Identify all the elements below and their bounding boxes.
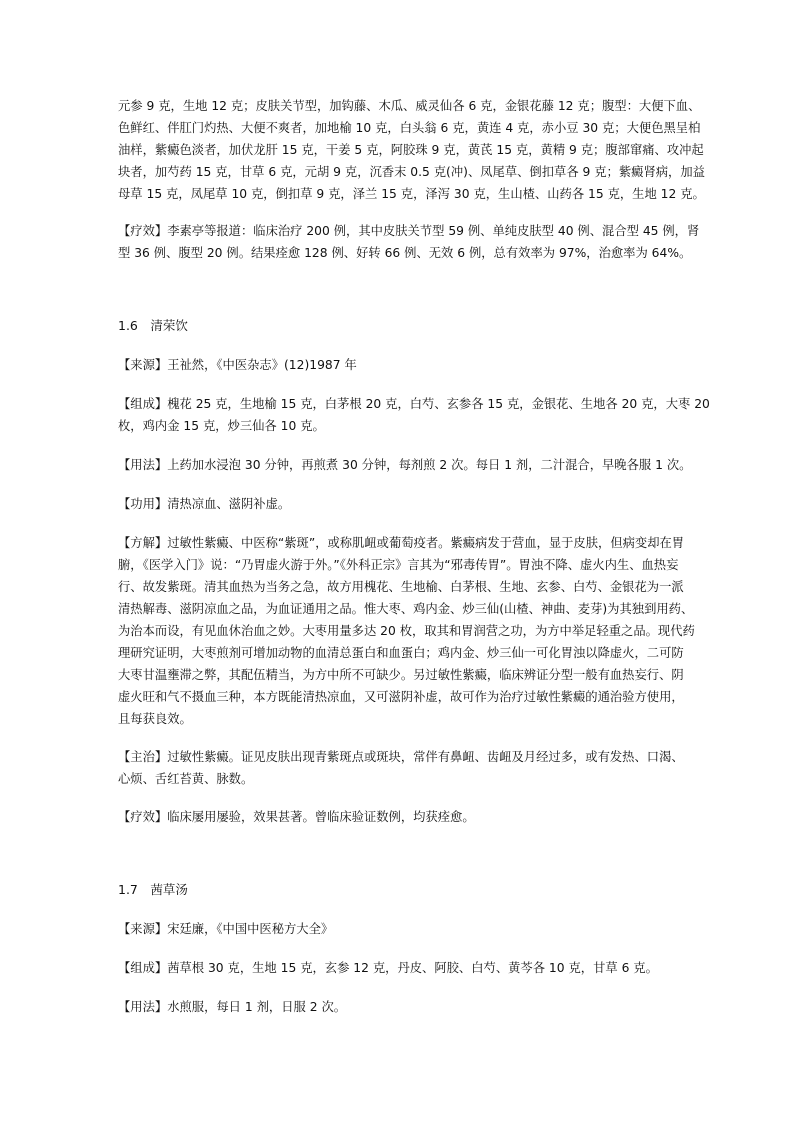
text-line: 块者，加芍药 15 克，甘草 6 克，元胡 9 克，沉香末 0.5 克(冲)、凤尾草、倒扣草各 9 克；紫癜肾病，加益 [118,165,705,179]
source-1-7 [118,918,676,940]
text-line: 行、故发紫斑。清其血热为当务之急，故方用槐花、生地榆、白茅根、生地、玄参、白芍、金银花为一派 [118,580,684,594]
text-line: 且每获良效。 [118,712,192,726]
text-line: 【组成】槐花 25 克，生地榆 15 克，白茅根 20 克，白芍、玄参各 15 克，金银花、生地各 20 克，大枣 20 [118,397,710,411]
text-line: 母草 15 克，凤尾草 10 克，倒扣草 9 克，泽兰 15 克，泽泻 30 克，生山楂、山药各 15 克，生地 12 克。 [118,187,705,201]
usage-1-6 [118,454,692,476]
function-1-6 [118,493,676,515]
heading-text: 1.7 茜草汤 [118,882,188,897]
source-1-6 [118,354,676,376]
text-line: 理研究证明，大枣煎剂可增加动物的血清总蛋白和血蛋白；鸡内金、炒三仙一可化胃浊以降虚火，二可防 [118,646,684,660]
section-heading-1-6 [118,315,676,337]
text-line: 【功用】清热凉血、滋阴补虚。 [118,497,291,511]
usage-1-7 [118,996,676,1018]
section-heading-1-7 [118,879,676,901]
text-line: 油样，紫癜色淡者，加伏龙肝 15 克，干姜 5 克，阿胶珠 9 克，黄芪 15 克，黄精 9 克；腹部窜痛、攻冲起 [118,143,704,157]
prev-section-efficacy [118,220,700,264]
text-line: 色鲜红、伴肛门灼热、大便不爽者，加地榆 10 克，白头翁 6 克，黄连 4 克，赤小豆 30 克；大便色黑呈柏 [118,121,701,135]
text-line: 【来源】宋廷廉，《中国中医秘方大全》 [118,922,334,936]
prev-section-body [118,95,705,205]
text-line: 清热解毒、滋阴凉血之品，为血证通用之品。惟大枣、鸡内金、炒三仙(山楂、神曲、麦芽)为其独到用药、 [118,602,694,616]
efficacy-1-6 [118,806,676,828]
composition-1-7 [118,957,676,979]
text-line: 元参 9 克，生地 12 克；皮肤关节型，加钩藤、木瓜、威灵仙各 6 克，金银花藤 12 克；腹型：大便下血、 [118,99,701,113]
text-line: 心烦、舌红苔黄、脉数。 [118,772,254,786]
text-line: 【组成】茜草根 30 克，生地 15 克，玄参 12 克，丹皮、阿胶、白芍、黄芩各 10 克，甘草 6 克。 [118,961,658,975]
text-line: 【主治】过敏性紫癜。证见皮肤出现青紫斑点或斑块，常伴有鼻衄、齿衄及月经过多，或有发热、口渴、 [118,750,684,764]
text-line: 【方解】过敏性紫癜、中医称“紫斑”，或称肌衄或葡萄疫者。紫癜病发于营血，显于皮肤，但病变却在胃 [118,536,685,550]
composition-1-6 [118,393,710,437]
text-line: 枚，鸡内金 15 克，炒三仙各 10 克。 [118,419,325,433]
text-line: 为治本而设，有见血休治血之妙。大枣用量多达 20 枚，取其和胃润营之功，为方中举足轻重之品。现代药 [118,624,695,638]
text-line: 【用法】水煎服，每日 1 剂，日服 2 次。 [118,1000,347,1014]
text-line: 大枣甘温壅滞之弊，其配伍精当，为方中所不可缺少。另过敏性紫癜，临床辨证分型一般有血热妄行、阴 [118,668,684,682]
explanation-1-6 [118,532,695,730]
text-line: 【用法】上药加水浸泡 30 分钟，再煎煮 30 分钟，每剂煎 2 次。每日 1 剂，二汁混合，早晚各服 1 次。 [118,458,692,472]
text-line: 型 36 例、腹型 20 例。结果痊愈 128 例、好转 66 例、无效 6 例，总有效率为 97%，治愈率为 64%。 [118,246,692,260]
heading-text: 1.6 清荣饮 [118,318,188,333]
text-line: 【疗效】临床屡用屡验，效果甚著。曾临床验证数例，均获痊愈。 [118,810,475,824]
text-line: 【疗效】李素亭等报道：临床治疗 200 例，其中皮肤关节型 59 例、单纯皮肤型 40 例、混合型 45 例，肾 [118,224,700,238]
text-line: 腑，《医学入门》说：“乃胃虚火游于外。”《外科正宗》言其为“邪毒传胃”。胃浊不降、虚火内生、血热妄 [118,558,679,572]
text-line: 虚火旺和气不摄血三种，本方既能清热凉血，又可滋阴补虚，故可作为治疗过敏性紫癜的通治验方使用， [118,690,684,704]
text-line: 【来源】王祉然，《中医杂志》(12)1987 年 [118,358,357,372]
indications-1-6 [118,746,684,790]
